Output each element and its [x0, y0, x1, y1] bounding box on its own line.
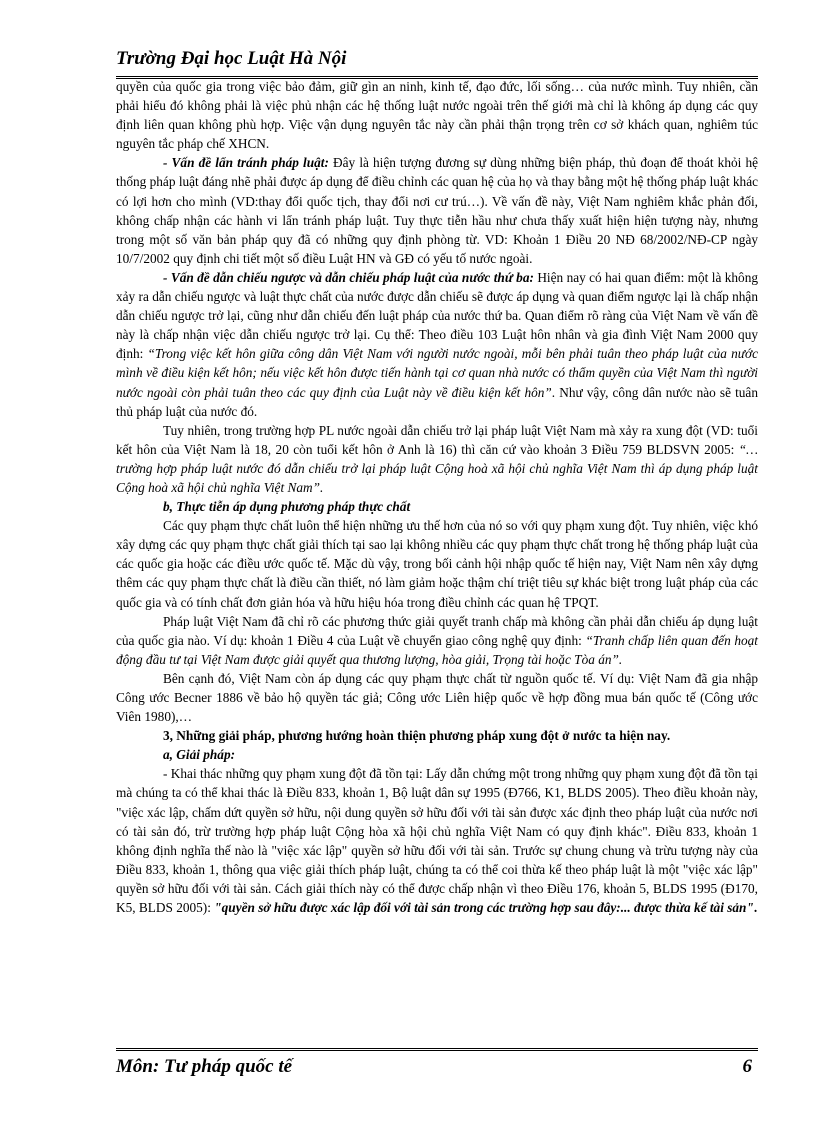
paragraph-heading: - Vấn đề lẩn tránh pháp luật:: [163, 155, 329, 171]
section-heading-a: a, Giải pháp:: [163, 747, 236, 763]
quotation: "quyền sở hữu được xác lập đối với tài sản trong các trường hợp sau đây:... được thừa kế tài sản": [214, 900, 754, 916]
paragraph-khai-thac: [116, 764, 758, 917]
paragraph-phap-luat-viet-nam: [116, 612, 758, 669]
quotation: “Tranh chấp liên quan đến hoạt động đầu tư tại Việt Nam được giải quyết qua thương lượng, hòa giải, Trọng tài hoặc Tòa án”.: [116, 632, 759, 667]
paragraph-lan-tranh-phap-luat: [116, 153, 758, 268]
paragraph-body: Đây là hiện tượng đương sự dùng những biện pháp, thủ đoạn để thoát khỏi hệ thống pháp luật đáng nhẽ phải được áp dụng để điều chỉnh các quan hệ của họ và thay bằng một hệ thống pháp luật khác có lợi hơn cho mình (VD:thay đổi quốc tịch, thay đổi nơi cư trú…). Về vấn đề này, Việt Nam nghiêm khắc phản đối, không chấp nhận các hành vi lẩn tránh pháp luật. Tuy thực tiễn hầu như chưa thấy xuất hiện hiện tượng này, nhưng trong một số văn bản pháp quy đã có những quy định phòng từ. VD: Khoản 1 Điều 20 NĐ 68/2002/NĐ-CP ngày 10/7/2002 quy định chi tiết một số điều Luật HN và GĐ có yếu tố nước ngoài.: [116, 155, 758, 266]
paragraph-nguon-quoc-te: Bên cạnh đó, Việt Nam còn áp dụng các quy phạm thực chất từ nguồn quốc tế. Ví dụ: Việt Nam đã gia nhập Công ước Becner 1886 về bảo hộ quyền tác giả; Công ước Liên hiệp quốc về hợp đồng mua bán quốc tế (Công ước Viên 1980),…: [116, 670, 758, 725]
section-heading-b: b, Thực tiễn áp dụng phương pháp thực chất: [163, 499, 411, 515]
paragraph-body: Hiện nay có hai quan điểm: một là không xảy ra dẫn chiếu ngược và luật thực chất của nước được dẫn chiếu sẽ được áp dụng và quan điểm ngược lại là chấp nhận dẫn chiếu ngược trở lại, cũng như dẫn chiếu đến luật pháp của nước thứ ba. Quan điểm rõ ràng của Việt Nam về vấn đề này là chấp nhận việc dẫn chiếu ngược trở lại. Cụ thể: Theo điều 103 Luật hôn nhân và gia đình Việt Nam 2000 quy định:: [116, 269, 758, 362]
paragraph-body: Pháp luật Việt Nam đã chỉ rõ các phương thức giải quyết tranh chấp mà không cần phải dẫn chiếu áp dụng luật của quốc gia nào. Ví dụ: khoản 1 Điều 4 của Luật về chuyển giao công nghệ quy định:: [116, 613, 758, 648]
page-content: [116, 77, 758, 917]
paragraph-body: Tuy nhiên, trong trường hợp PL nước ngoài dẫn chiếu trở lại pháp luật Việt Nam mà xảy ra xung đột (VD: tuổi kết hôn của Việt Nam là 18, 20 còn tuổi kết hôn ở Anh là 16) thì căn cứ vào khoản 3 Điều 759 BLDSVN 2005:: [116, 422, 758, 457]
paragraph-xung-dot: [116, 421, 758, 497]
paragraph-dan-chieu-nguoc: [116, 268, 758, 421]
page-number: 6: [742, 1056, 752, 1077]
paragraph-tail: .: [753, 900, 758, 916]
paragraph-quy-pham-thuc-chat: Các quy phạm thực chất luôn thể hiện những ưu thế hơn của nó so với quy phạm xung đột. Tuy nhiên, việc khó xây dựng các quy phạm thực chất giải thích tại sao lại không nhiều các quy phạm thực chất trong hệ thống pháp luật của các quốc gia hoặc các điều ước quốc tế. Mặc dù vậy, trong bối cảnh hội nhập quốc tế hiện nay, Việt Nam nên xây dựng thêm các quy phạm thực chất là điều cần thiết, nó làm giảm hoặc thậm chí triệt tiêu sự khác biệt trong luật pháp của các quốc gia và có tính chất đơn giản hóa và hữu hiệu hóa trong điều chỉnh các quan hệ TPQT.: [116, 518, 758, 610]
header-title: Trường Đại học Luật Hà Nội: [116, 48, 347, 69]
page-header: [116, 42, 758, 79]
paragraph-continuation: quyền của quốc gia trong việc bảo đảm, giữ gìn an ninh, kinh tế, đạo đức, lối sống… của nước mình. Tuy nhiên, cần phải hiểu đó không phải là việc phủ nhận các hệ thống luật nước ngoài trên thế giới mà chỉ là không áp dụng các quy định liên quan không phù hợp. Việc vận dụng nguyên tắc này cần phải thận trọng trên cơ sở khách quan, nghiêm túc nguyên tắc pháp chế XHCN.: [116, 79, 758, 152]
paragraph-tail: . Như vậy, công dân nước nào sẽ tuân thủ pháp luật của nước đó.: [116, 384, 758, 419]
paragraph-heading: - Vấn đề dẫn chiếu ngược và dẫn chiếu pháp luật của nước thứ ba:: [163, 269, 534, 285]
quotation: “Trong việc kết hôn giữa công dân Việt Nam với người nước ngoài, mỗi bên phải tuân theo pháp luật của nước mình về điều kiện kết hôn; nếu việc kết hôn được tiến hành tại cơ quan nhà nước có thẩm quyền của Việt Nam thì người nước ngoài còn phải tuân theo các quy định của Luật này về điều kiện kết hôn”: [116, 346, 758, 400]
section-heading-3: 3, Những giải pháp, phương hướng hoàn thiện phương pháp xung đột ở nước ta hiện nay.: [163, 728, 671, 744]
page-footer: [116, 1048, 758, 1087]
footer-title: Môn: Tư pháp quốc tế: [116, 1056, 293, 1077]
quotation: “…trường hợp pháp luật nước đó dẫn chiếu trở lại pháp luật Cộng hoà xã hội chủ nghĩa Việt Nam thì áp dụng pháp luật Cộng hoà xã hội chủ nghĩa Việt Nam”.: [116, 441, 758, 495]
paragraph-body: - Khai thác những quy phạm xung đột đã tồn tại: Lấy dẫn chứng một trong những quy phạm xung đột đã tồn tại mà chúng ta có thể khai thác là Điều 833, khoản 1, Bộ luật dân sự 1995 (Đ766, K1, BLDS 2005). Theo điều khoản này, "việc xác lập, chấm dứt quyền sở hữu, nội dung quyền sở hữu đối với tài sản được xác định theo pháp luật của nước nơi có tài sản đó, trừ trường hợp pháp luật Cộng hòa xã hội chủ nghĩa Việt Nam có quy định khác". Điều 833, khoản 1 không định nghĩa thế nào là "việc xác lập" quyền sở hữu đối với tài sản. Trước sự chung chung và trừu tượng này của Điều 833, khoản 1, thông qua việc giải thích pháp luật, chúng ta có thể coi thừa kế theo pháp luật là một "việc xác lập" quyền sở hữu đối với tài sản. Cách giải thích này có thể được chấp nhận vì theo Điều 176, khoản 5, BLDS 1995 (Đ170, K5, BLDS 2005):: [116, 766, 758, 916]
